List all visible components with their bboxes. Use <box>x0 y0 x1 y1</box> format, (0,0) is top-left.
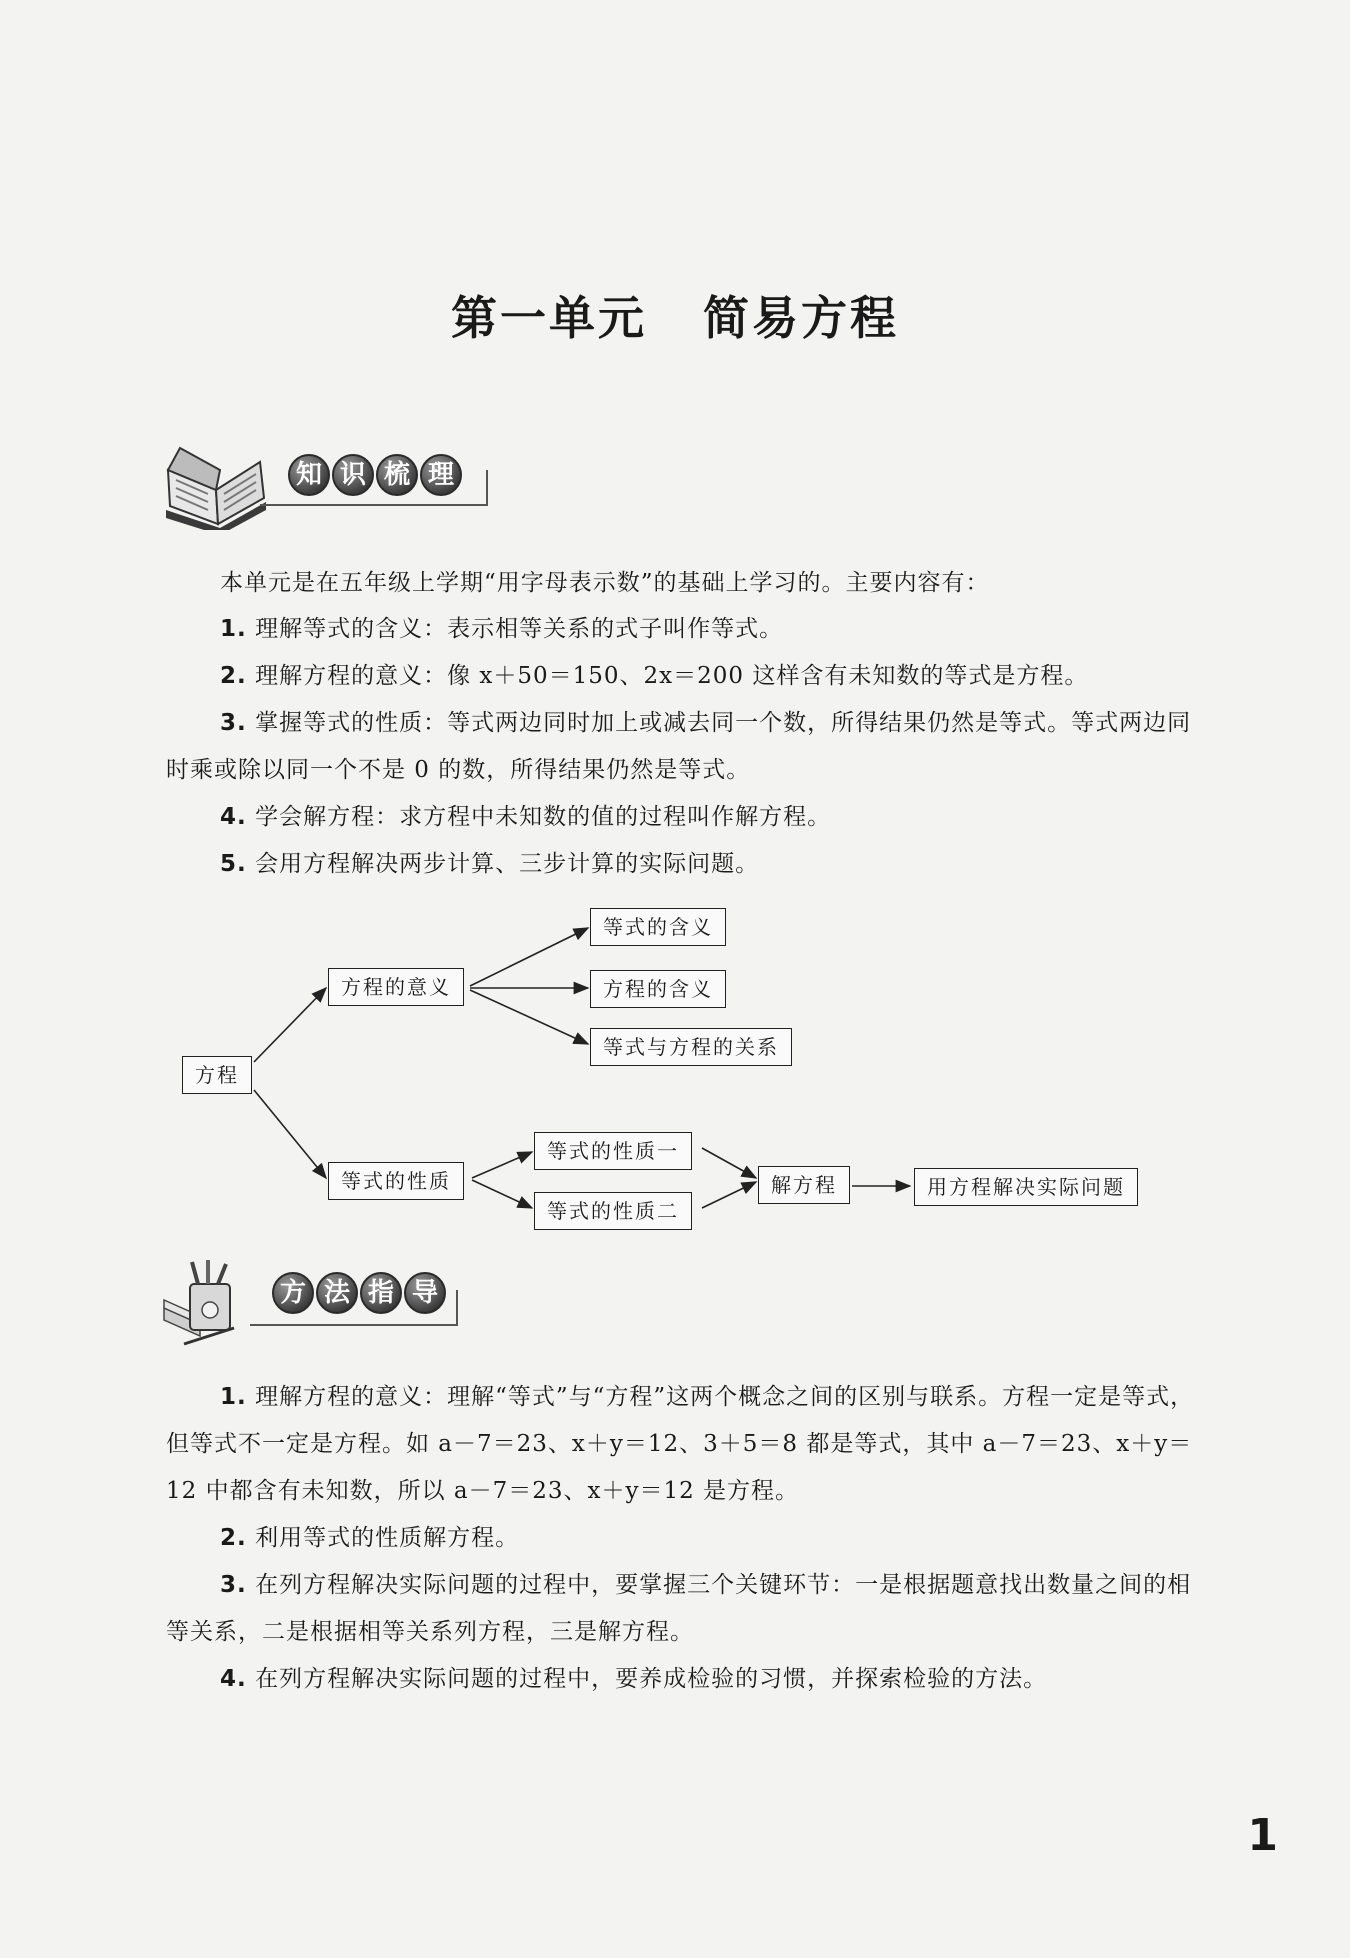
badge-char: 梳 <box>376 454 418 496</box>
point-item: 4. 学会解方程：求方程中未知数的值的过程叫作解方程。 <box>220 804 832 830</box>
node-equality-meaning: 等式的含义 <box>590 908 726 946</box>
intro-text: 本单元是在五年级上学期“用字母表示数”的基础上学习的。主要内容有： <box>220 570 990 596</box>
badge-char: 导 <box>404 1272 446 1314</box>
page-number: 1 <box>1247 1810 1278 1861</box>
header-underline <box>250 1290 458 1326</box>
point-item: 5. 会用方程解决两步计算、三步计算的实际问题。 <box>220 851 760 877</box>
node-root: 方程 <box>182 1056 252 1094</box>
badge-char: 指 <box>360 1272 402 1314</box>
node-equation-meaning: 方程的含义 <box>590 970 726 1008</box>
node-property: 等式的性质 <box>328 1162 464 1200</box>
unit-label: 第一单元 <box>451 291 647 345</box>
method-item: 1. 理解方程的意义：理解“等式”与“方程”这两个概念之间的区别与联系。方程一定是等式，但等式不一定是方程。如 a－7＝23、x＋y＝12、3＋5＝8 都是等式，其中 a－7＝23、x＋y＝12 中都含有未知数，所以 a－7＝23、x＋y＝12 是方程。 <box>166 1384 1195 1504</box>
node-property-one: 等式的性质一 <box>534 1132 692 1170</box>
badge-char: 理 <box>420 454 462 496</box>
method-item: 3. 在列方程解决实际问题的过程中，要掌握三个关键环节：一是根据题意找出数量之间的相等关系，二是根据相等关系列方程，三是解方程。 <box>166 1572 1192 1645</box>
pencil-cup-icon <box>160 1258 260 1348</box>
point-item: 2. 理解方程的意义：像 x＋50＝150、2x＝200 这样含有未知数的等式是方程。 <box>220 663 1089 689</box>
unit-name: 简易方程 <box>703 291 899 345</box>
node-apply: 用方程解决实际问题 <box>914 1168 1138 1206</box>
node-solve: 解方程 <box>758 1166 850 1204</box>
node-property-two: 等式的性质二 <box>534 1192 692 1230</box>
badge-char: 知 <box>288 454 330 496</box>
badge-char: 法 <box>316 1272 358 1314</box>
method-item: 4. 在列方程解决实际问题的过程中，要养成检验的习惯，并探索检验的方法。 <box>220 1666 1048 1692</box>
point-item: 1. 理解等式的含义：表示相等关系的式子叫作等式。 <box>220 616 784 642</box>
section-header-method <box>160 1258 460 1348</box>
node-meaning: 方程的意义 <box>328 968 464 1006</box>
point-item: 3. 掌握等式的性质：等式两边同时加上或减去同一个数，所得结果仍然是等式。等式两边同时乘或除以同一个不是 0 的数，所得结果仍然是等式。 <box>166 710 1192 783</box>
badge-char: 识 <box>332 454 374 496</box>
badge-char: 方 <box>272 1272 314 1314</box>
node-relation: 等式与方程的关系 <box>590 1028 792 1066</box>
method-item: 2. 利用等式的性质解方程。 <box>220 1525 520 1551</box>
